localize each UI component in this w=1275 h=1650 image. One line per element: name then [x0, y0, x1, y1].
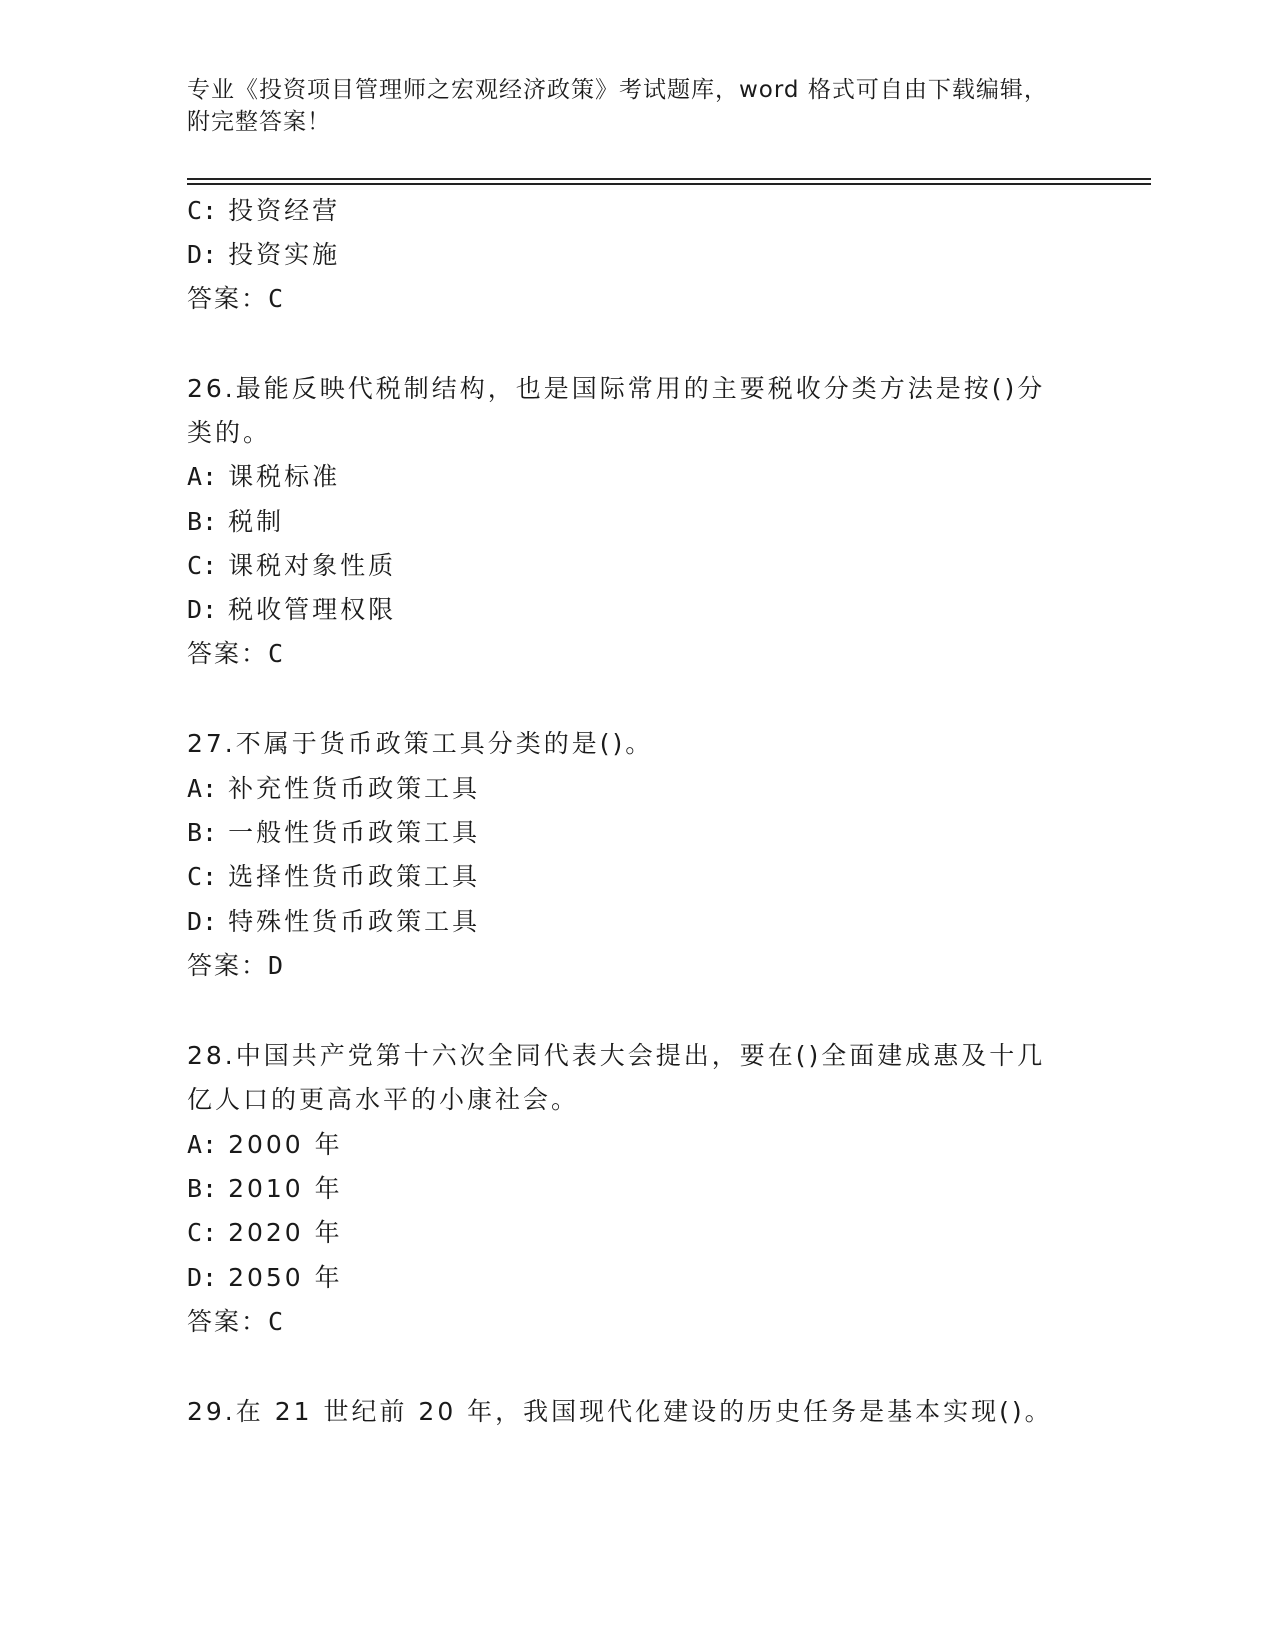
question-26-answer: 答案：C: [187, 639, 286, 668]
question-28-line-1: 28.中国共产党第十六次全同代表大会提出，要在()全面建成惠及十几: [187, 1041, 1046, 1070]
header-divider-top: [187, 178, 1151, 180]
answer-line: 答案：C: [187, 284, 286, 313]
header-line-1: 专业《投资项目管理师之宏观经济政策》考试题库，word 格式可自由下载编辑，: [187, 77, 1048, 103]
header-divider-bottom: [187, 183, 1151, 185]
question-28-answer: 答案：C: [187, 1307, 286, 1336]
question-26-line-1: 26.最能反映代税制结构，也是国际常用的主要税收分类方法是按()分: [187, 374, 1046, 403]
question-27-option-c: C: 选择性货币政策工具: [187, 862, 481, 891]
option-d: D: 投资实施: [187, 240, 341, 269]
question-27-line-1: 27.不属于货币政策工具分类的是()。: [187, 729, 654, 758]
question-26-option-b: B: 税制: [187, 507, 285, 536]
question-27-option-a: A: 补充性货币政策工具: [187, 774, 481, 803]
question-27-option-d: D: 特殊性货币政策工具: [187, 907, 481, 936]
question-26-option-c: C: 课税对象性质: [187, 551, 397, 580]
question-27-answer: 答案：D: [187, 951, 286, 980]
question-26-line-2: 类的。: [187, 418, 272, 447]
question-26-option-d: D: 税收管理权限: [187, 595, 397, 624]
question-28-option-c: C: 2020 年: [187, 1218, 343, 1247]
header-line-2: 附完整答案！: [187, 109, 331, 135]
question-29-line-1: 29.在 21 世纪前 20 年，我国现代化建设的历史任务是基本实现()。: [187, 1397, 1053, 1426]
question-27-option-b: B: 一般性货币政策工具: [187, 818, 481, 847]
question-26-option-a: A: 课税标准: [187, 462, 341, 491]
question-28-option-b: B: 2010 年: [187, 1174, 343, 1203]
option-c: C: 投资经营: [187, 196, 341, 225]
question-28-line-2: 亿人口的更高水平的小康社会。: [187, 1085, 580, 1114]
page-header: [187, 74, 1087, 138]
question-28-option-d: D: 2050 年: [187, 1263, 343, 1292]
question-28-option-a: A: 2000 年: [187, 1130, 343, 1159]
